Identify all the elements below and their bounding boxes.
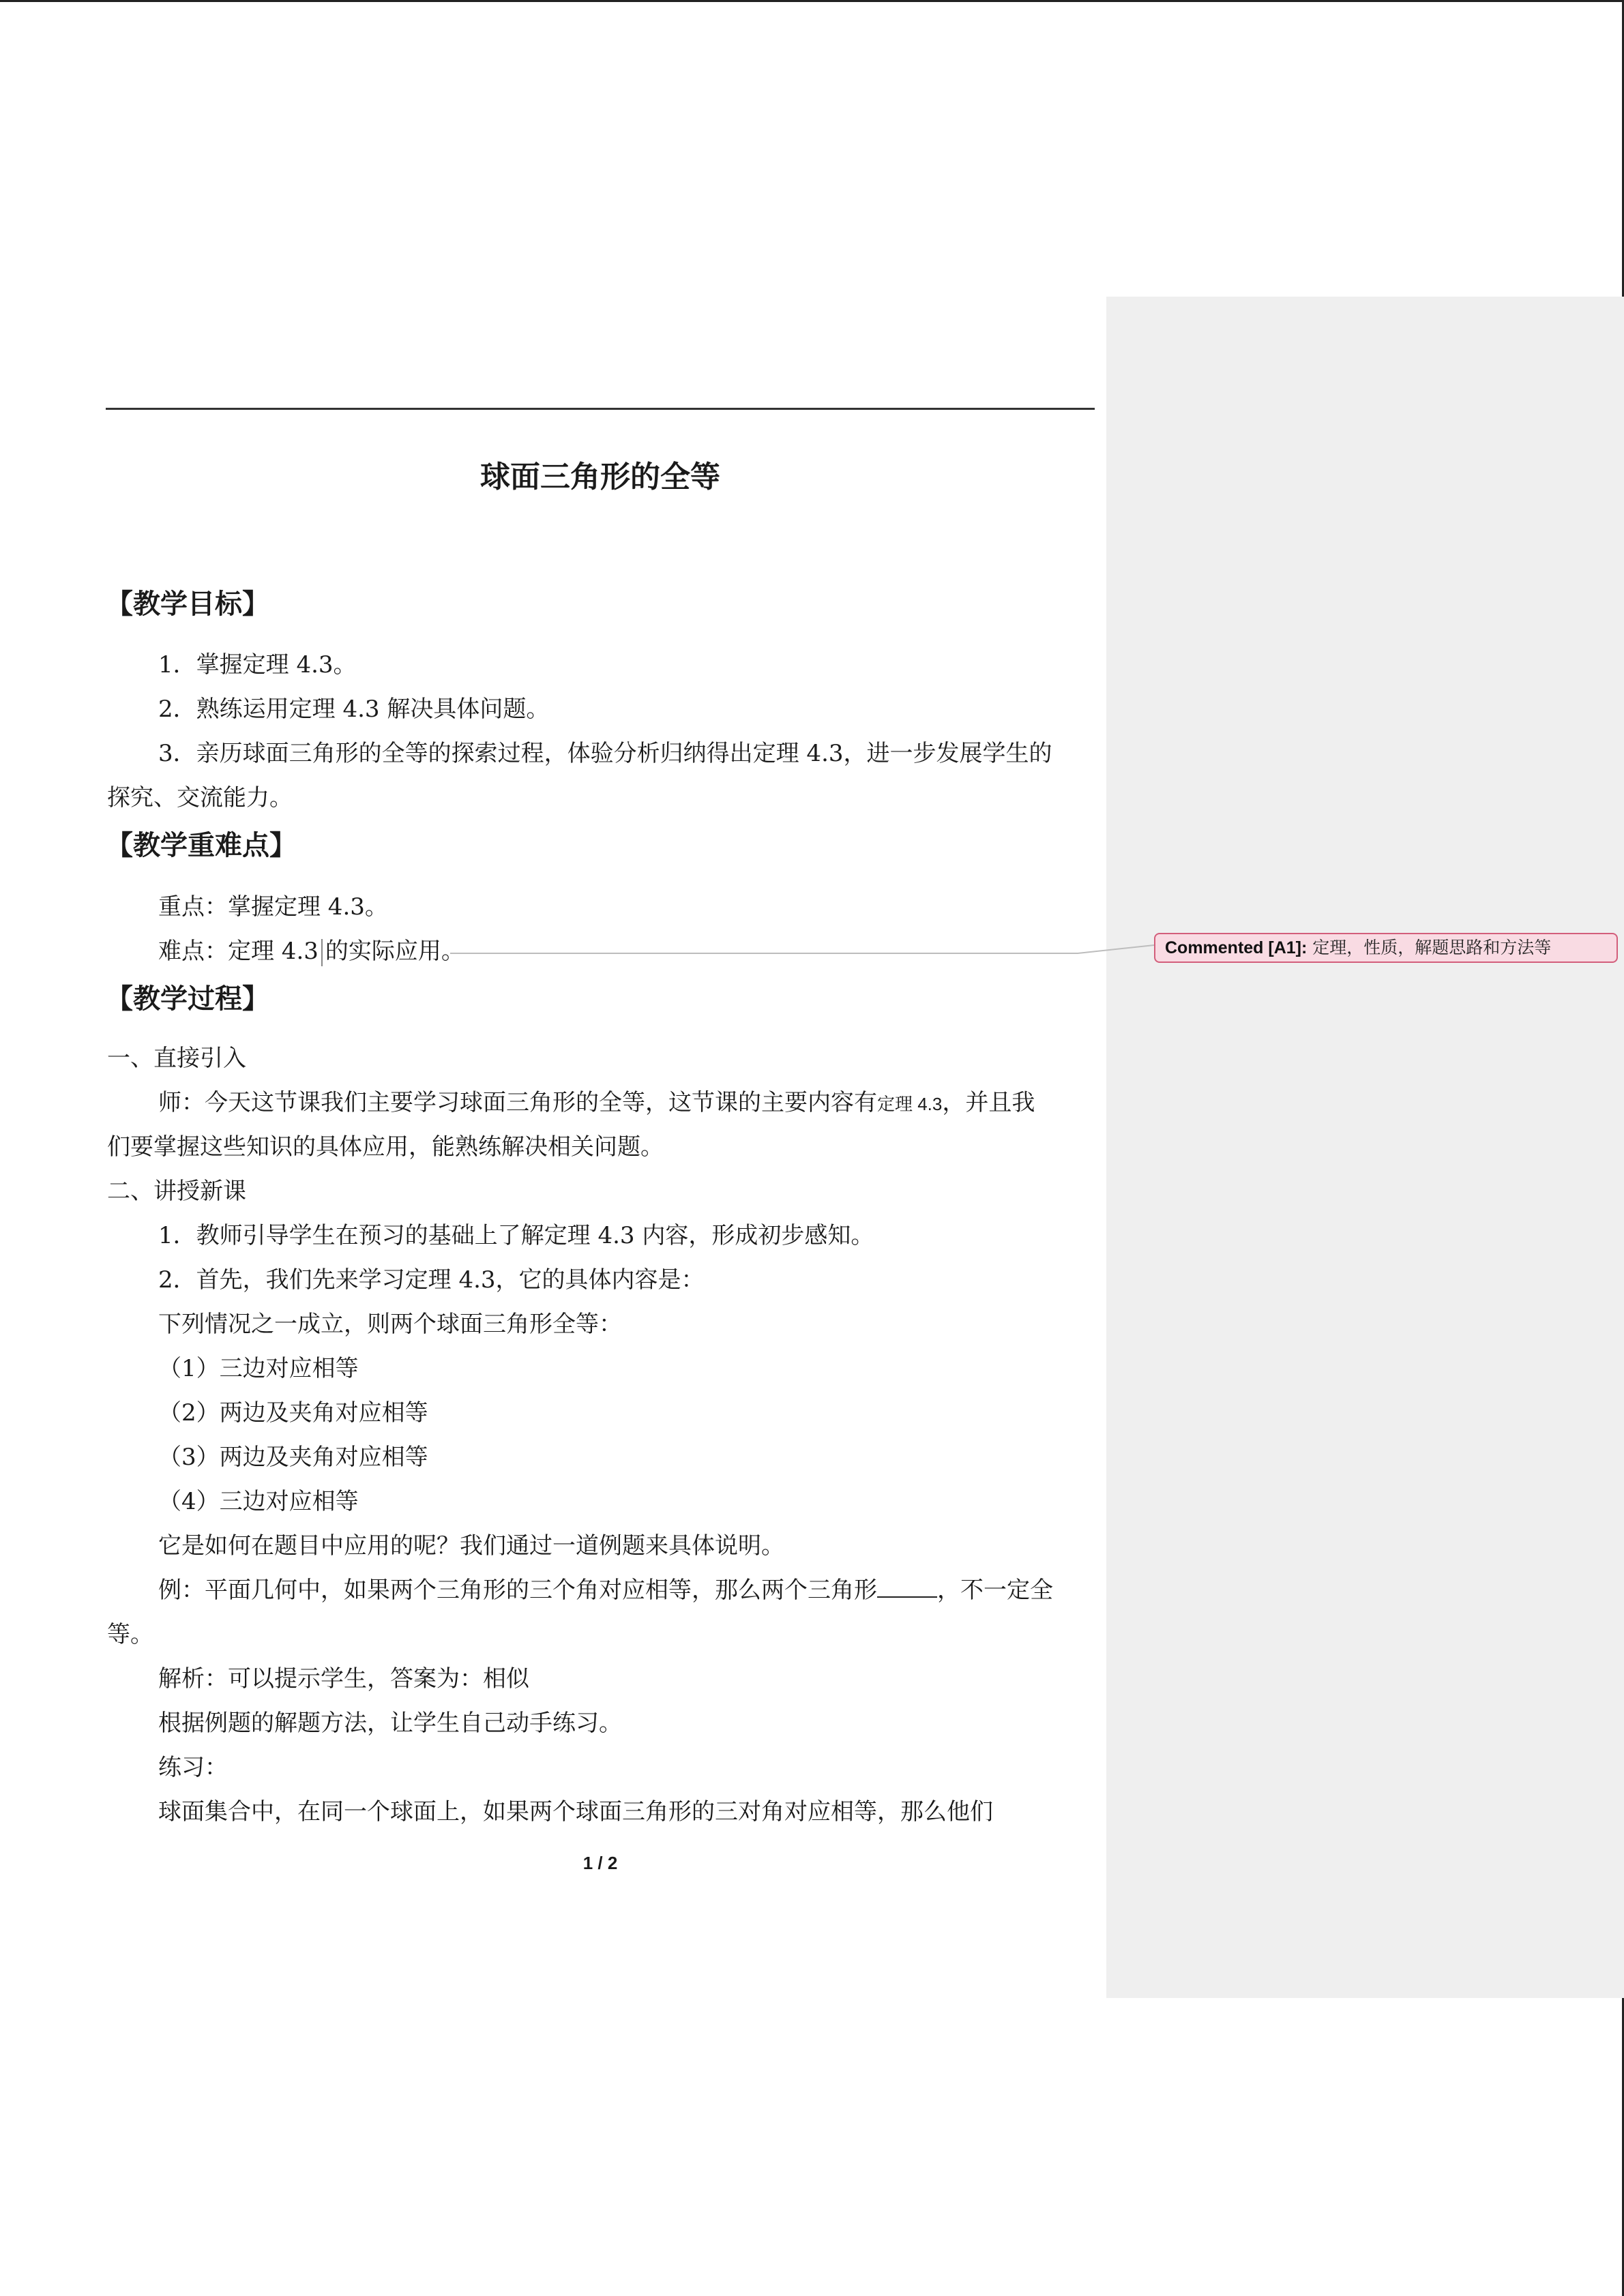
goal-item-3: 3．亲历球面三角形的全等的探索过程，体验分析归纳得出定理 4.3，进一步发展学生的 (158, 740, 1052, 767)
part1-paragraph-cont: 们要掌握这些知识的具体应用，能熟练解决相关问题。 (107, 1133, 664, 1161)
goal-item-3-cont: 探究、交流能力。 (107, 784, 293, 811)
part1-text-small: 定理 4.3 (877, 1094, 943, 1114)
part1-title: 一、直接引入 (107, 1045, 246, 1072)
page-number: 1 / 2 (582, 1853, 618, 1873)
theorem-intro: 下列情况之一成立，则两个球面三角形全等： (158, 1311, 622, 1338)
comment-author: Commented [A1]: (1165, 938, 1308, 957)
condition-2: （2）两边及夹角对应相等 (158, 1399, 428, 1427)
condition-4: （4）三边对应相等 (158, 1488, 359, 1515)
apply-question: 它是如何在题目中应用的呢？我们通过一道例题来具体说明。 (158, 1532, 784, 1560)
step-1: 1．教师引导学生在预习的基础上了解定理 4.3 内容，形成初步感知。 (158, 1222, 874, 1249)
example-text-1: 例：平面几何中，如果两个三角形的三个角对应相等，那么两个三角形 (158, 1577, 877, 1604)
document-title: 球面三角形的全等 (480, 460, 720, 494)
condition-3: （3）两边及夹角对应相等 (158, 1444, 428, 1471)
practice-intro: 根据例题的解题方法，让学生自己动手练习。 (158, 1710, 622, 1737)
goal-item-2: 2．熟练运用定理 4.3 解决具体问题。 (158, 696, 550, 723)
part1-text-2: ，并且我 (942, 1089, 1035, 1116)
difficult-point-text-2: 的实际应用。 (325, 938, 464, 965)
part2-title: 二、讲授新课 (107, 1178, 246, 1205)
analysis: 解析：可以提示学生，答案为：相似 (158, 1665, 529, 1693)
comment-balloon[interactable] (1154, 933, 1618, 963)
example-cont: 等。 (107, 1621, 153, 1648)
part1-text-1: 师：今天这节课我们主要学习球面三角形的全等，这节课的主要内容有 (158, 1089, 877, 1116)
practice-label: 练习： (158, 1754, 228, 1781)
key-points-heading: 【教学重难点】 (106, 829, 297, 861)
example-text-2: ，不一定全 (937, 1577, 1053, 1604)
goals-heading: 【教学目标】 (106, 588, 269, 620)
difficult-point-text-1: 难点：定理 4.3 (158, 938, 319, 965)
comment-text: 定理，性质，解题思路和方法等 (1312, 938, 1552, 957)
process-heading: 【教学过程】 (106, 983, 269, 1015)
condition-1: （1）三边对应相等 (158, 1355, 359, 1382)
practice-text: 球面集合中，在同一个球面上，如果两个球面三角形的三对角对应相等，那么他们 (158, 1798, 993, 1825)
connector-line (450, 945, 1154, 953)
step-2: 2．首先，我们先来学习定理 4.3，它的具体内容是： (158, 1266, 705, 1294)
goal-item-1: 1．掌握定理 4.3。 (158, 651, 357, 679)
key-point: 重点：掌握定理 4.3。 (158, 893, 388, 921)
